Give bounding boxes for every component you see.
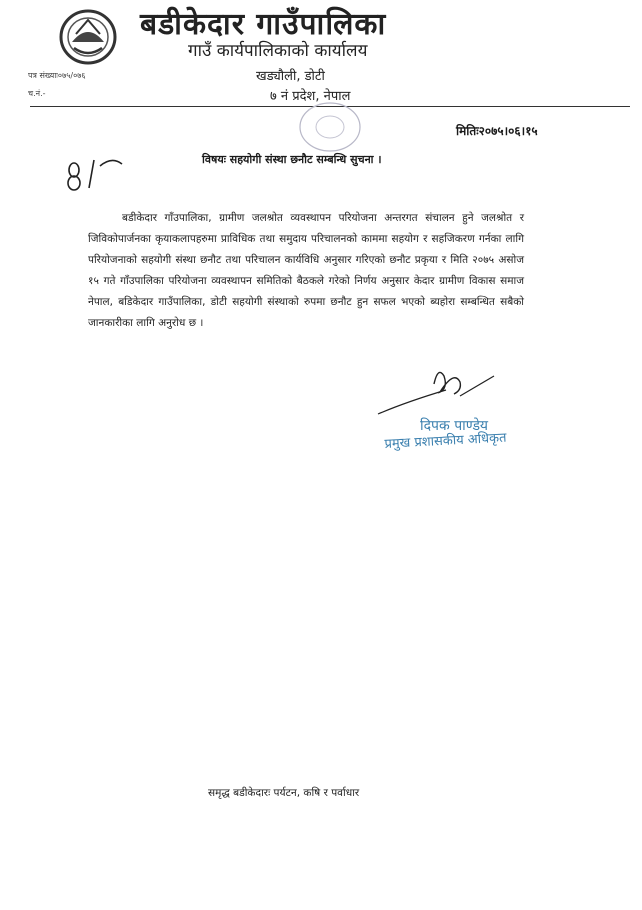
signatory-name: दिपक पाण्डेय (420, 418, 489, 434)
nepal-emblem-icon (58, 8, 118, 66)
office-subtitle: गाउँ कार्यपालिकाको कार्यालय (188, 41, 368, 61)
document-date: मितिः२०७५।०६।१५ (456, 124, 538, 138)
handwritten-mark (64, 150, 136, 192)
dispatch-number: च.नं.- (28, 89, 46, 98)
office-stamp-icon (290, 98, 370, 156)
subject-line: विषयः सहयोगी संस्था छनौट सम्बन्धि सुचना । (202, 153, 382, 166)
notice-body: बडीकेदार गाँउपालिका, ग्रामीण जलश्रोत व्यवस्थापन परियोजना अन्तरगत संचालन हुने जलश्रोत र जिविकोपार्जनका कृयाकलापहरुमा प्राविधिक तथा समुदाय परिचालनको काममा सहयोग र सहजिकरण गर्नका लागि परियोजनाको सहयोगी संस्था छनौट तथा परिचालन कार्यविधि अनुसार गरिएको छनौट प्रकृया र मिति २०७५ असोज १५ गते गाँउपालिका परियोजना व्यवस्थापन समितिको बैठकले गरेको निर्णय अनुसार केदार ग्रामीण विकास समाज नेपाल, बडिकेदार गाउँपालिका, डोटी सहयोगी संस्थाको रुपमा छनौट हुन सफल भएको ब्यहोरा सम्बन्धित सबैको जानकारीका लागि अनुरोध छ । (88, 212, 524, 329)
signature-icon (376, 362, 496, 416)
signatory-title: प्रमुख प्रशासकीय अधिकृत (384, 430, 507, 452)
reference-number: पत्र संख्याः०७५/०७६ (28, 71, 86, 80)
footer-slogan: समृद्ध बडीकेदारः पर्यटन, कषि र पर्वाधार (208, 787, 360, 799)
address-line-2: ७ नं प्रदेश, नेपाल (270, 89, 351, 104)
office-title: बडीकेदार गाउँपालिका (140, 7, 387, 42)
address-line-1: खड्यौली, डोटी (256, 69, 325, 84)
